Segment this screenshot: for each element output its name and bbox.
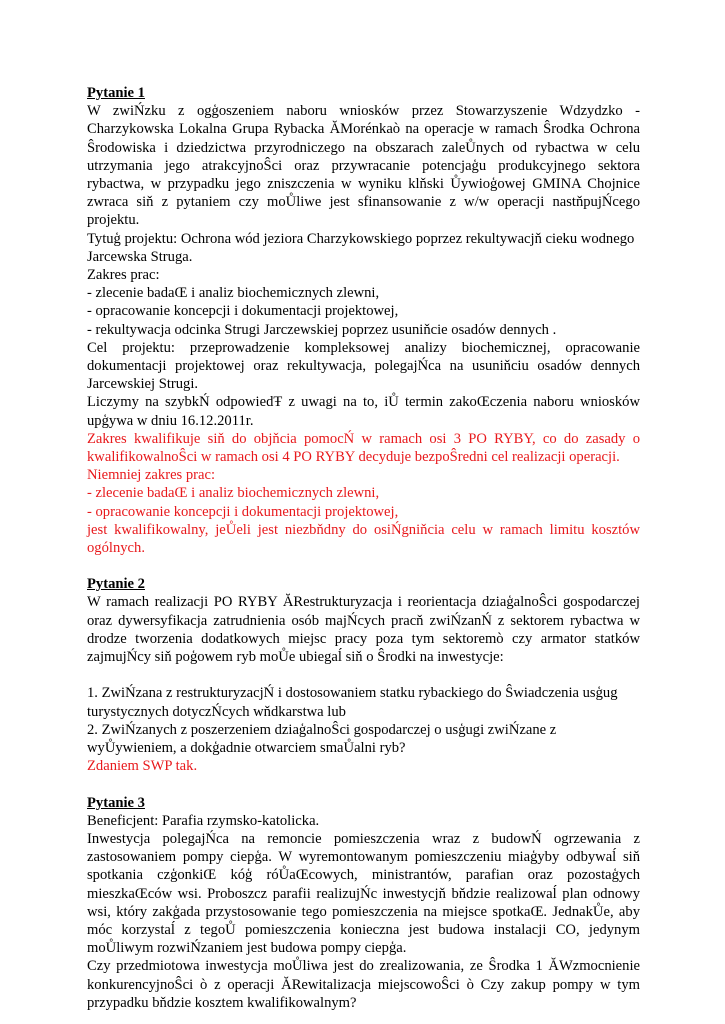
question-2-section — [87, 575, 640, 775]
question-1-intro: W zwiŃzku z ogģoszeniem naboru wniosków przez Stowarzyszenie Wdzydzko - Charzykowska Lokalna Grupa Rybacka ĂMorénkaò na operacje w ramach Ŝrodka Ochrona Ŝrodowiska i dziedzictwa przyrodniczego na obszarach zaleŮnych od rybactwa w celu utrzymania jego atrakcyjnoŜci oraz przywracanie potencjaģu produkcyjnego sektora rybactwa, w przypadku jego zniszczenia w wyniku klňski Ůywioģowej GMINA Chojnice zwraca siň z pytaniem czy moŮliwe jest sfinansowanie z w/w operacji nastňpujŃcego projektu. — [87, 103, 640, 229]
document-body — [87, 84, 640, 1012]
question-1-answer: - zlecenie badaŒ i analiz biochemicznych zlewni, — [87, 485, 380, 502]
paragraph-spacer — [87, 666, 640, 684]
question-2-answer: Zdaniem SWP tak. — [87, 758, 198, 775]
question-3-body: Inwestycja polegajŃca na remoncie pomieszczenia wraz z budowŃ ogrzewania z zastosowaniem pompy ciepģa. W wyremontowanym pomieszczeniu miaģyby odbywaĺ siň spotkania czģonkiŒ kóģ róŮaŒcowych, ministrantów, parafian oraz pozostaģych mieszkaŒców wsi. Proboszcz parafii realizujŃc inwestycjň bňdzie realizowaĺ plan odnowy wsi, który zakģada przystosowanie tego pomieszczenia na miejsce spotkaŒ. JednakŮe, aby móc korzystaĺ z tegoŮ pomieszczenia konieczna jest budowa instalacji CO, jedynym moŮliwym rozwiŃzaniem jest budowa pompy ciepģa. — [87, 830, 640, 957]
question-2-heading: Pytanie 2 — [87, 576, 145, 593]
question-3-question: Czy przedmiotowa inwestycja moŮliwa jest do zrealizowania, ze Ŝrodka 1 ĂWzmocnienie konkurencyjnoŜci ò z operacji ĂRewitalizacja miejscowoŜci ò Czy zakup pompy w tym przypadku bňdzie kosztem kwalifikowalnym? — [87, 958, 640, 1011]
question-2-option: 2. ZwiŃzanych z poszerzeniem dziaģalnoŜci gospodarczej o usģugi zwiŃzane z wyŮywieniem, a dokģadnie otwarciem smaŮalni ryb? — [87, 721, 557, 757]
question-3-heading: Pytanie 3 — [87, 794, 145, 811]
question-1-scope-label: Zakres prac: — [87, 267, 160, 284]
question-1-goal: Cel projektu: przeprowadzenie kompleksowej analizy biochemicznej, opracowanie dokumentacji projektowej oraz rekultywacja, polegajŃca na usuniňciu osadów dennych Jarcewskiej Strugi. — [87, 339, 640, 393]
question-1-scope-item: - rekultywacja odcinka Strugi Jarczewskiej poprzez usuniňcie osadów dennych . — [87, 321, 557, 338]
question-1-answer: Zakres kwalifikuje siň do objňcia pomocŃ w ramach osi 3 PO RYBY, co do zasady o kwalifikowalnoŜci w ramach osi 4 PO RYBY decyduje bezpoŜredni cel realizacji operacji. — [87, 430, 640, 466]
question-1-answer: Niemniej zakres prac: — [87, 467, 216, 484]
question-1-scope-item: - opracowanie koncepcji i dokumentacji projektowej, — [87, 303, 399, 320]
question-3-beneficiary: Beneficjent: Parafia rzymsko-katolicka. — [87, 812, 320, 829]
question-2-option: 1. ZwiŃzana z restrukturyzacjŃ i dostosowaniem statku rybackiego do Ŝwiadczenia usģug turystycznych dotyczŃcych wňdkarstwa lub — [87, 685, 618, 720]
question-1-scope-item: - zlecenie badaŒ i analiz biochemicznych zlewni, — [87, 285, 380, 302]
question-1-section — [87, 84, 640, 557]
question-3-section — [87, 794, 640, 1012]
question-1-project-title: Tytuģ projektu: Ochrona wód jeziora Charzykowskiego poprzez rekultywacjň cieku wodnego Jarcewska Struga. — [87, 230, 635, 265]
question-1-answer: jest kwalifikowalny, jeŮeli jest niezbňdny do osiŃgniňcia celu w ramach limitu kosztów ogólnych. — [87, 521, 640, 557]
question-1-answer: - opracowanie koncepcji i dokumentacji projektowej, — [87, 503, 399, 520]
question-2-intro: W ramach realizacji PO RYBY ĂRestrukturyzacja i reorientacja dziaģalnoŜci gospodarczej oraz dywersyfikacja zatrudnienia osób majŃcych pracň zwiŃzanŃ z sektorem rybactwa w drodze tworzenia dodatkowych miejsc pracy poza tym sektoremò czy armator statków zajmujŃcy siň poģowem ryb moŮe ubiegaĺ siň o Ŝrodki na inwestycje: — [87, 594, 640, 666]
question-1-request: Liczymy na szybkŃ odpowiedŦ z uwagi na to, iŮ termin zakoŒczenia naboru wniosków upģywa w dniu 16.12.2011r. — [87, 394, 640, 429]
question-1-heading: Pytanie 1 — [87, 85, 145, 101]
